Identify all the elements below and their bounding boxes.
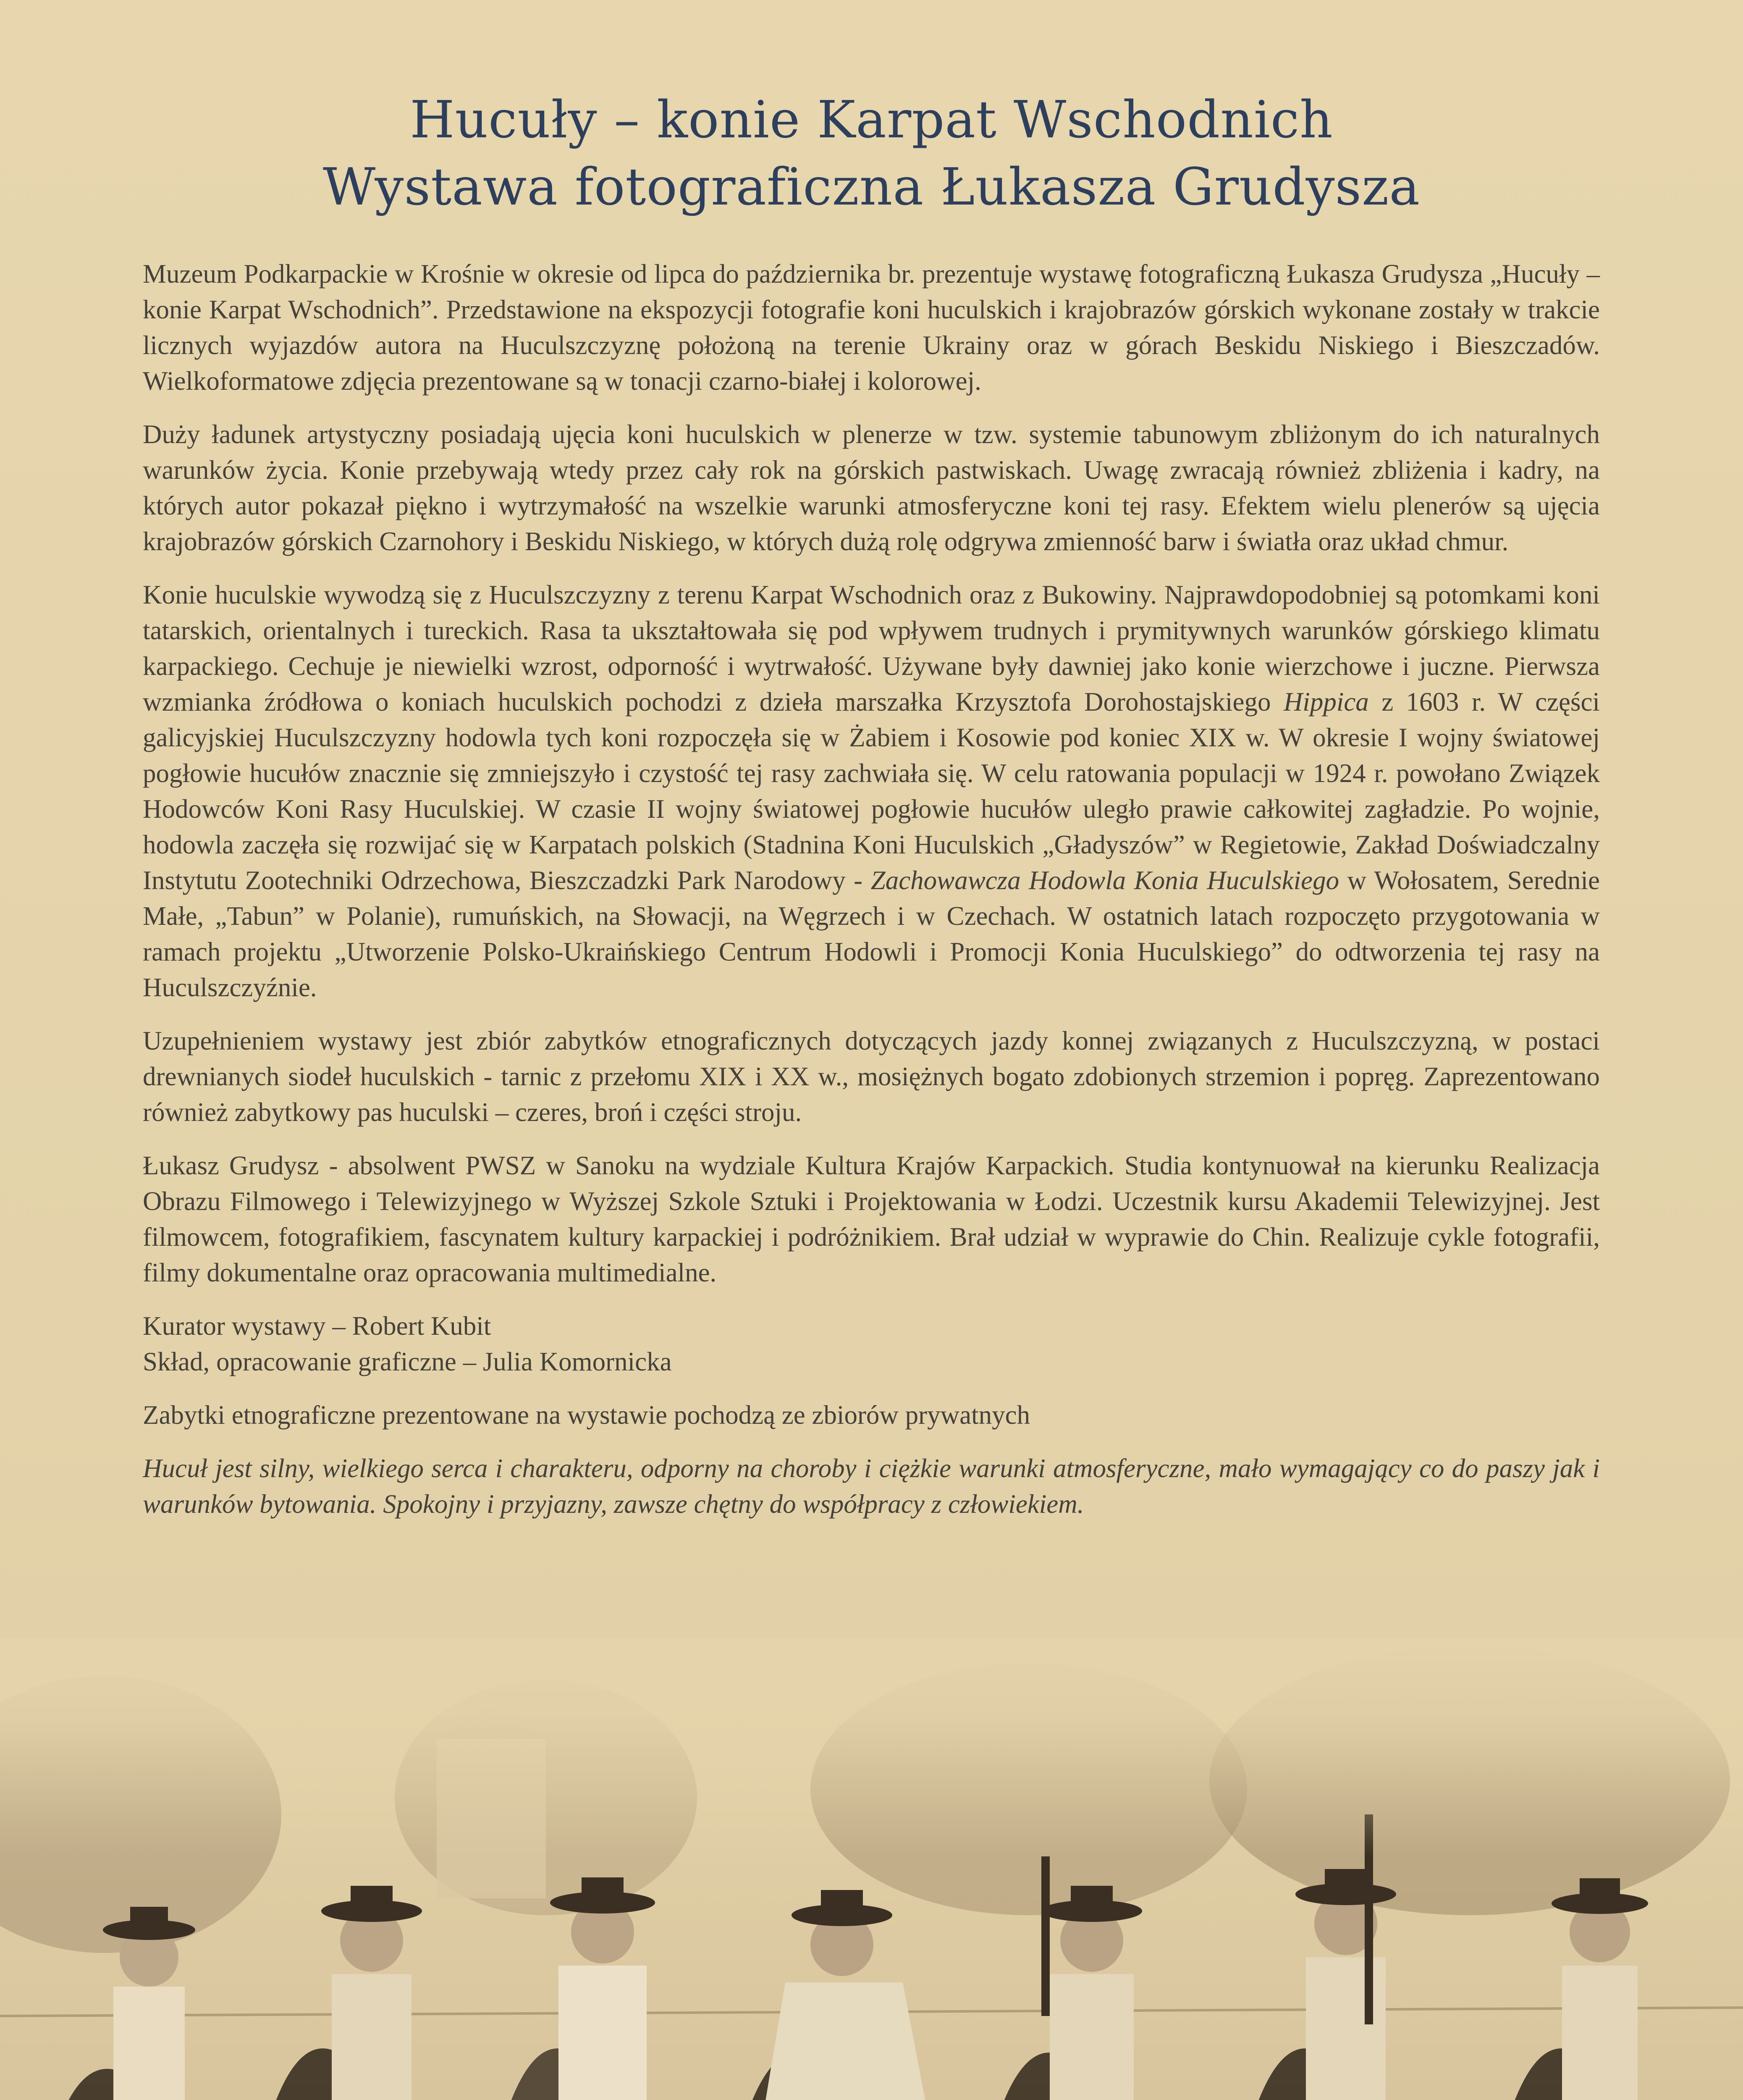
credits: [143, 1308, 1600, 1380]
paragraph-intro: Muzeum Podkarpackie w Krośnie w okresie od lipca do października br. prezentuje wystawę fotograficzną Łukasza Grudysza „Hucuły – konie Karpat Wschodnich”. Przedstawione na ekspozycji fotografie koni huculskich i krajobrazów górskich wykonane zostały w trakcie licznych wyjazdów autora na Huculszczyznę położoną na terenie Ukrainy oraz w górach Beskidu Niskiego i Bieszczadów. Wielkoformatowe zdjęcia prezentowane są w tonacji czarno-białej i kolorowej.: [143, 259, 1600, 396]
paragraph-author: Łukasz Grudysz - absolwent PWSZ w Sanoku na wydziale Kultura Krajów Karpackich. Studia kontynuował na kierunku Realizacja Obrazu Filmowego i Telewizyjnego w Wyższej Szkole Sztuki i Projektowania w Łodzi. Uczestnik kursu Akademii Telewizyjnej. Jest filmowcem, fotografikiem, fascynatem kultury karpackiej i podróżnikiem. Brał udział w wyprawie do Chin. Realizuje cykle fotografii, filmy dokumentalne oraz opracowania multimedialne.: [143, 1151, 1600, 1287]
curator-credit: Kurator wystawy – Robert Kubit: [143, 1311, 491, 1341]
zachowawcza-title: Zachowawcza Hodowla Konia Huculskiego: [870, 866, 1339, 895]
closing-quote: Hucuł jest silny, wielkiego serca i charakteru, odporny na choroby i ciężkie warunki atmosferyczne, mało wymagający co do paszy jak i warunków bytowania. Spokojny i przyjazny, zawsze chętny do współpracy z człowiekiem.: [143, 1454, 1600, 1519]
history-text-b: z 1603 r. W części galicyjskiej Huculszczyzny hodowla tych koni rozpoczęła się w Żabiem i Kosowie pod koniec XIX w. W okresie I wojny światowej pogłowie hucułów znacznie się zmniejszyło i czystość tej rasy zachwiała się. W celu ratowania populacji w 1924 r. powołano Związek Hodowców Koni Rasy Huculskiej. W czasie II wojny światowej pogłowie hucułów uległo prawie całkowitej zagładzie. Po wojnie, hodowla zaczęła się rozwijać się w Karpatach polskich (Stadnina Koni Huculskich „Gładyszów” w Regietowie, Zakład Doświadczalny Instytutu Zootechniki Odrzechowa, Bieszczadzki Park Narodowy -: [143, 687, 1600, 895]
title-line-2: Wystawa fotograficzna Łukasza Grudysza: [322, 157, 1421, 217]
design-credit: Skład, opracowanie graficzne – Julia Komornicka: [143, 1347, 672, 1376]
history-text-a: Konie huculskie wywodzą się z Huculszczyzny z terenu Karpat Wschodnich oraz z Bukowiny. Najprawdopodobniej są potomkami koni tatarskich, orientalnych i tureckich. Rasa ta ukształtowała się pod wpływem trudnych i prymitywnych warunków górskiego klimatu karpackiego. Cechuje je niewielki wzrost, odporność i wytrwałość. Używane były dawniej jako konie wierzchowe i juczne. Pierwsza wzmianka źródłowa o koniach huculskich pochodzi z dzieła marszałka Krzysztofa Dorohostajskiego: [143, 580, 1600, 717]
title-line-1: Hucuły – konie Karpat Wschodnich: [410, 90, 1333, 150]
paragraph-artistic: Duży ładunek artystyczny posiadają ujęcia koni huculskich w plenerze w tzw. systemie tabunowym zbliżonym do ich naturalnych warunków życia. Konie przebywają wtedy przez cały rok na górskich pastwiskach. Uwagę zwracają również zbliżenia i kadry, na których autor pokazał piękno i wytrzymałość na wszelkie warunki atmosferyczne koni tej rasy. Efektem wielu plenerów są ujęcia krajobrazów górskich Czarnohory i Beskidu Niskiego, w których dużą rolę odgrywa zmienność barw i światła oraz układ chmur.: [143, 420, 1600, 556]
poster-header: [0, 86, 1743, 220]
body-text: [143, 256, 1600, 1522]
hippica-title: Hippica: [1283, 687, 1369, 717]
photo-fade-overlay: [0, 1638, 1743, 1856]
collections-note: Zabytki etnograficzne prezentowane na wystawie pochodzą ze zbiorów prywatnych: [143, 1400, 1030, 1430]
paragraph-artifacts: Uzupełnieniem wystawy jest zbiór zabytków etnograficznych dotyczących jazdy konnej związanych z Huculszczyzną, w postaci drewnianych siodeł huculskich - tarnic z przełomu XIX i XX w., mosiężnych bogato zdobionych strzemion i popręg. Zaprezentowano również zabytkowy pas huculski – czeres, broń i części stroju.: [143, 1026, 1600, 1127]
history-text-c: w Wołosatem, Serednie Małe, „Tabun” w Polanie), rumuńskich, na Słowacji, na Węgrzech i w Czechach. W ostatnich latach rozpoczęto przygotowania w ramach projektu „Utworzenie Polsko-Ukraińskiego Centrum Hodowli i Promocji Konia Huculskiego” do odtworzenia tej rasy na Huculszczyźnie.: [143, 866, 1600, 1002]
paragraph-history: [143, 577, 1600, 1005]
